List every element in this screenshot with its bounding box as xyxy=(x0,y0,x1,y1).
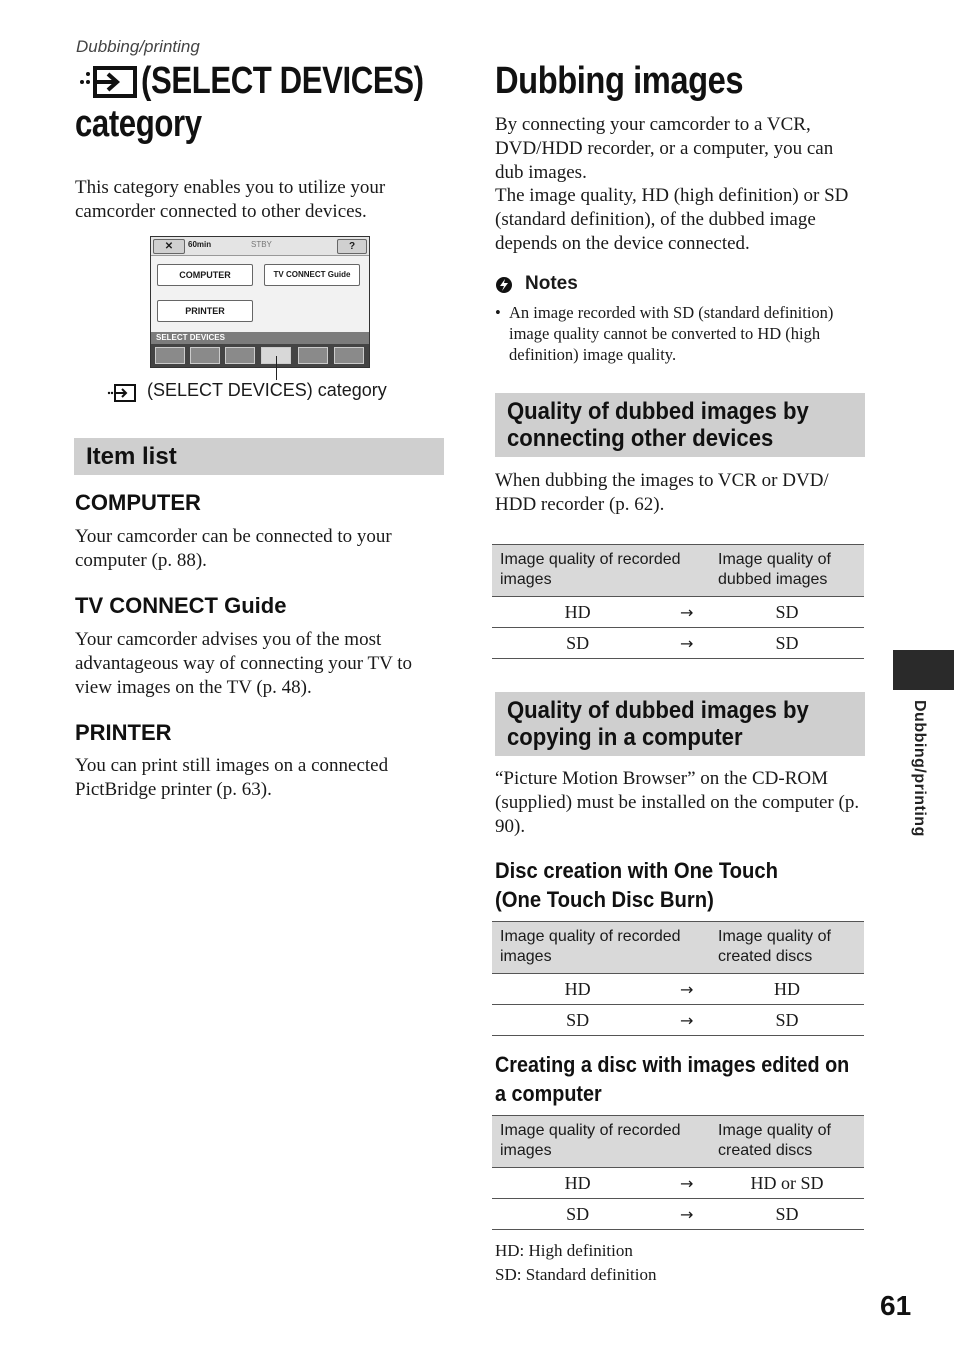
table1 xyxy=(492,544,864,659)
section2-band xyxy=(495,692,865,756)
section1-text: When dubbing the images to VCR or DVD/ HDD recorder (p. 62). xyxy=(495,470,829,515)
table3-r1-to: HD or SD xyxy=(710,1168,864,1199)
table2-r2-to: SD xyxy=(710,1005,864,1036)
arrow-right-icon: → xyxy=(663,1168,710,1199)
play-tab-icon[interactable] xyxy=(190,347,220,364)
caption-pointer-line xyxy=(276,356,277,380)
screen-caption: (SELECT DEVICES) category xyxy=(147,380,387,400)
item-list-band xyxy=(74,438,444,475)
section2-heading: Quality of dubbed images by copying in a computer xyxy=(507,697,809,751)
note-bullet: • xyxy=(495,303,501,322)
chapter-tab xyxy=(893,650,954,690)
table2 xyxy=(492,921,864,1036)
table-row xyxy=(492,974,864,1005)
close-button[interactable]: ✕ xyxy=(153,239,185,254)
right-title: Dubbing images xyxy=(495,60,744,102)
table2-col2: Image quality of created discs xyxy=(710,922,864,974)
item-printer-heading: PRINTER xyxy=(75,720,172,745)
section1-band xyxy=(495,393,865,457)
tv-connect-guide-button[interactable]: TV CONNECT Guide xyxy=(264,264,360,286)
table2-r1-from: HD xyxy=(492,974,663,1005)
screen-top-bar xyxy=(151,237,369,256)
section1-heading: Quality of dubbed images by connecting other devices xyxy=(507,398,809,452)
arrow-right-icon: → xyxy=(663,628,710,659)
screen-category-tabs xyxy=(151,344,369,367)
legend-hd: HD: High definition xyxy=(495,1241,633,1260)
arrow-right-icon: → xyxy=(663,597,710,628)
table1-col2: Image quality of dubbed images xyxy=(710,545,864,597)
table1-r2-to: SD xyxy=(710,628,864,659)
item-tv-text: Your camcorder advises you of the most advantageous way of connecting your TV to view images on the TV (p. 48). xyxy=(75,629,412,698)
table2-r2-from: SD xyxy=(492,1005,663,1036)
edit-tab-icon[interactable] xyxy=(225,347,255,364)
table3-r2-from: SD xyxy=(492,1199,663,1230)
table1-r2-from: SD xyxy=(492,628,663,659)
running-header: Dubbing/printing xyxy=(76,37,200,56)
disc-tab-icon[interactable] xyxy=(298,347,328,364)
table2-col1: Image quality of recorded images xyxy=(492,922,710,974)
sub1-heading: Disc creation with One Touch (One Touch Disc Burn) xyxy=(495,858,779,912)
status-indicator: STBY xyxy=(251,240,272,249)
settings-tab-icon[interactable] xyxy=(334,347,364,364)
table-row xyxy=(492,1199,864,1230)
section2-text: “Picture Motion Browser” on the CD-ROM (supplied) must be installed on the computer (p. 90). xyxy=(495,768,860,837)
table3-r2-to: SD xyxy=(710,1199,864,1230)
left-intro: This category enables you to utilize your camcorder connected to other devices. xyxy=(75,177,386,222)
select-devices-screen xyxy=(150,236,370,368)
table-row xyxy=(492,1005,864,1036)
caption-select-devices-icon xyxy=(107,383,137,408)
table1-col1: Image quality of recorded images xyxy=(492,545,710,597)
printer-button[interactable]: PRINTER xyxy=(157,300,253,322)
table1-r1-to: SD xyxy=(710,597,864,628)
table1-r1-from: HD xyxy=(492,597,663,628)
right-intro-1: By connecting your camcorder to a VCR, DVD/HDD recorder, or a computer, you can dub images. xyxy=(495,114,834,183)
legend-sd: SD: Standard definition xyxy=(495,1265,657,1284)
table3-col2: Image quality of created discs xyxy=(710,1116,864,1168)
select-devices-icon xyxy=(78,64,138,105)
left-title-line1: (SELECT DEVICES) xyxy=(141,60,424,102)
screen-category-bar: SELECT DEVICES xyxy=(151,332,369,344)
table-row xyxy=(492,597,864,628)
item-tv-heading: TV CONNECT Guide xyxy=(75,593,287,618)
notes-label: Notes xyxy=(525,273,578,294)
notes-icon xyxy=(495,276,513,299)
arrow-right-icon: → xyxy=(663,1005,710,1036)
table3-col1: Image quality of recorded images xyxy=(492,1116,710,1168)
arrow-right-icon: → xyxy=(663,974,710,1005)
table3 xyxy=(492,1115,864,1230)
help-button[interactable]: ? xyxy=(337,239,367,254)
battery-indicator: 60min xyxy=(188,240,212,249)
page-number: 61 xyxy=(880,1290,912,1321)
item-list-heading: Item list xyxy=(86,443,177,470)
camera-tab-icon[interactable] xyxy=(155,347,185,364)
table3-r1-from: HD xyxy=(492,1168,663,1199)
sub2-heading: Creating a disc with images edited on a computer xyxy=(495,1052,850,1106)
chapter-tab-label: Dubbing/printing xyxy=(911,700,928,837)
right-intro-2: The image quality, HD (high definition) or SD (standard definition), of the dubbed image depends on the device connected. xyxy=(495,185,849,254)
item-printer-text: You can print still images on a connected PictBridge printer (p. 63). xyxy=(75,755,389,800)
left-title-line2: category xyxy=(75,103,202,145)
table-row xyxy=(492,1168,864,1199)
item-computer-heading: COMPUTER xyxy=(75,490,201,515)
arrow-right-icon: → xyxy=(663,1199,710,1230)
item-computer-text: Your camcorder can be connected to your computer (p. 88). xyxy=(75,526,392,571)
computer-button[interactable]: COMPUTER xyxy=(157,264,253,286)
table-row xyxy=(492,628,864,659)
table2-r1-to: HD xyxy=(710,974,864,1005)
note-item: An image recorded with SD (standard definition) image quality cannot be converted to HD (high definition) image quality. xyxy=(509,303,834,364)
